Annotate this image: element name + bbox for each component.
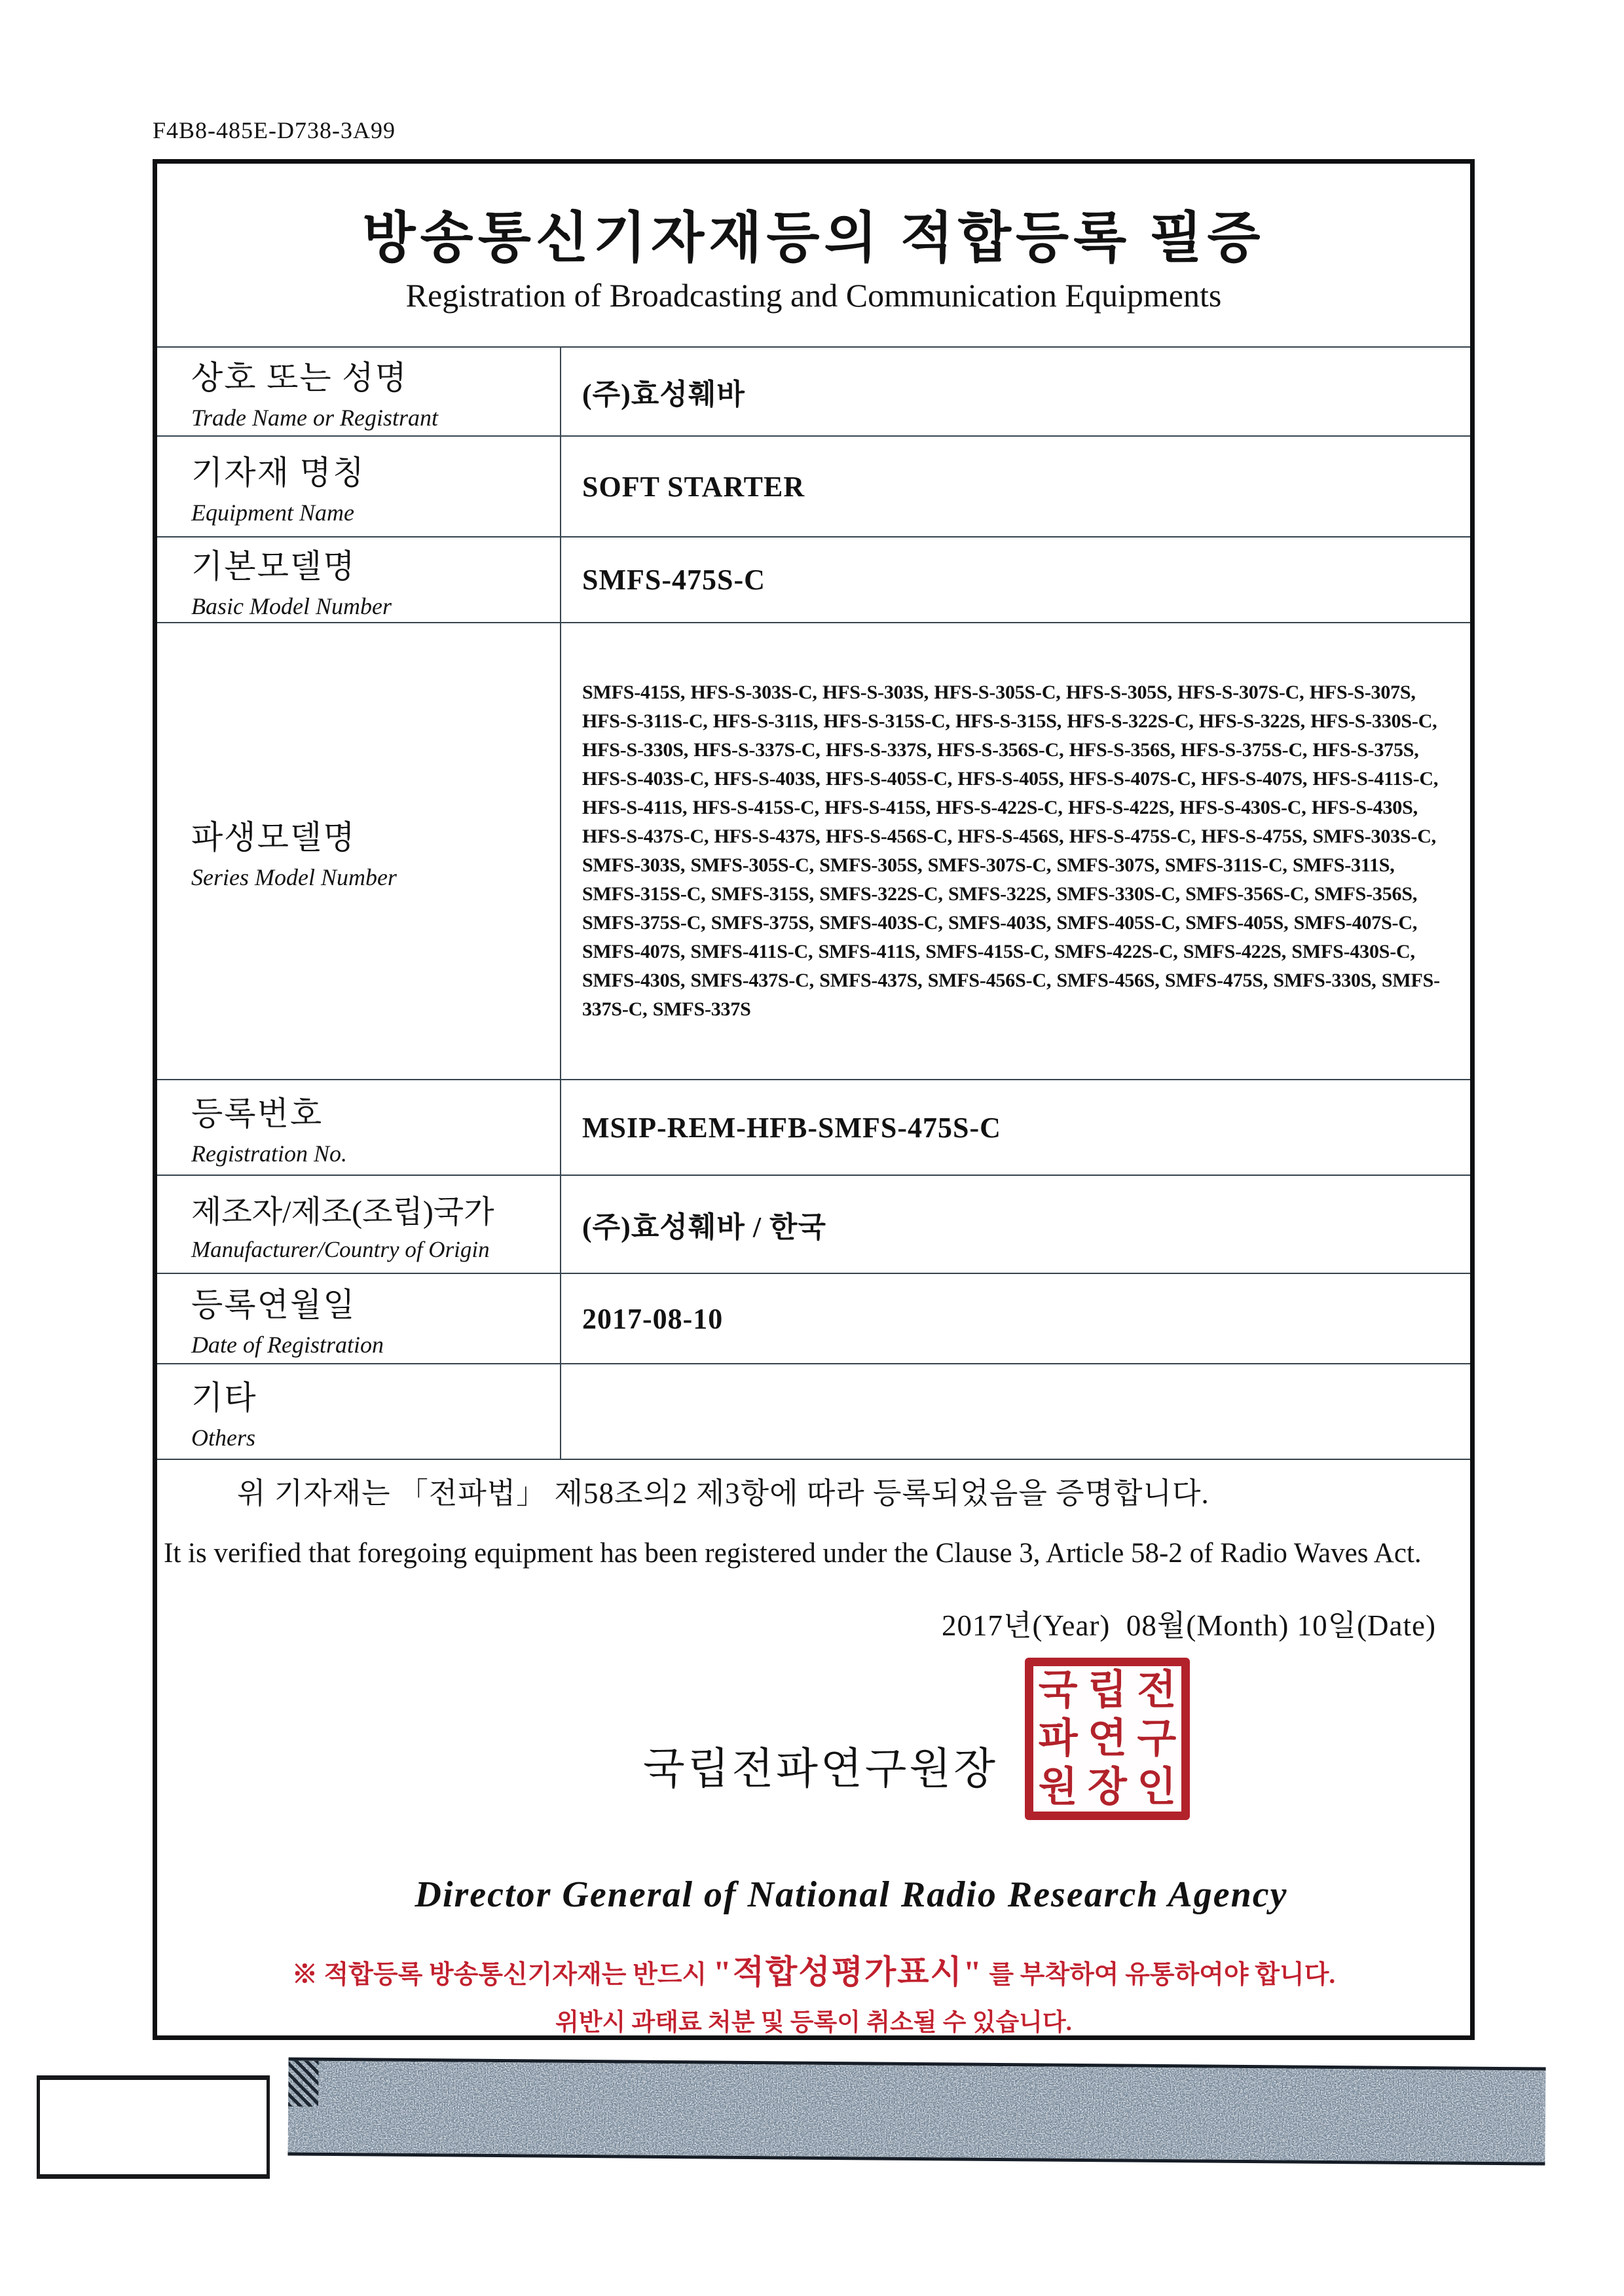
label-korean: 제조자/제조(조립)국가 [191, 1194, 494, 1230]
label-korean: 기타 [191, 1379, 257, 1416]
basic-model-value: SMFS-475S-C [582, 564, 766, 596]
signer-title-korean: 국립전파연구원장 [643, 1745, 999, 1793]
table-row-others [157, 1363, 1470, 1460]
label-english: Trade Name or Registrant [191, 405, 439, 431]
table-row-trade-name [157, 346, 1470, 435]
row-value-cell [561, 348, 1470, 435]
series-models-value: SMFS-415S, HFS-S-303S-C, HFS-S-303S, HFS-S-305S-C, HFS-S-305S, HFS-S-307S-C, HFS-S-307S, HFS-S-311S-C, HFS-S-311S, HFS-S-315S-C, HFS-S-315S, HFS-S-322S-C, HFS-S-322S, HFS-S-330S-C, HFS-S-330S, HFS-S-337S-C, HFS-S-337S, HFS-S-356S-C, HFS-S-356S, HFS-S-375S-C, HFS-S-375S, HFS-S-403S-C, HFS-S-403S, HFS-S-405S-C, HFS-S-405S, HFS-S-407S-C, HFS-S-407S, HFS-S-411S-C, HFS-S-411S, HFS-S-415S-C, HFS-S-415S, HFS-S-422S-C, HFS-S-422S, HFS-S-430S-C, HFS-S-430S, HFS-S-437S-C, HFS-S-437S, HFS-S-456S-C, HFS-S-456S, HFS-S-475S-C, HFS-S-475S, SMFS-303S-C, SMFS-303S, SMFS-305S-C, SMFS-305S, SMFS-307S-C, SMFS-307S, SMFS-311S-C, SMFS-311S, SMFS-315S-C, SMFS-315S, SMFS-322S-C, SMFS-322S, SMFS-330S-C, SMFS-356S-C, SMFS-356S, SMFS-375S-C, SMFS-375S, SMFS-403S-C, SMFS-403S, SMFS-405S-C, SMFS-405S, SMFS-407S-C, SMFS-407S, SMFS-411S-C, SMFS-411S, SMFS-415S-C, SMFS-422S-C, SMFS-422S, SMFS-430S-C, SMFS-430S, SMFS-437S-C, SMFS-437S, SMFS-456S-C, SMFS-456S, SMFS-475S, SMFS-330S, SMFS-337S-C, SMFS-337S [582, 682, 1440, 1020]
row-label [157, 437, 561, 536]
row-value-cell [561, 1080, 1470, 1175]
issue-date: 2017년(Year) 08월(Month) 10일(Date) [942, 1609, 1436, 1642]
registration-date-value: 2017-08-10 [582, 1302, 724, 1335]
certificate-table [157, 346, 1470, 1460]
equipment-name-value: SOFT STARTER [582, 470, 805, 503]
row-label [157, 1274, 561, 1363]
manufacturer-value: (주)효성훼바 / 한국 [582, 1211, 827, 1243]
row-label [157, 1364, 561, 1459]
footnote-line1: ※ 적합등록 방송통신기자재는 반드시 "적합성평가표시" 를 부착하여 유통하여야 합니다. [291, 1954, 1336, 1990]
seal-char: 파 [1038, 1717, 1078, 1761]
certificate-frame [153, 159, 1475, 2040]
footnote-line2: 위반시 과태료 처분 및 등록이 취소될 수 있습니다. [555, 2009, 1072, 2036]
label-korean: 기자재 명칭 [191, 454, 365, 491]
row-value-cell [561, 1364, 1470, 1459]
document-id: F4B8-485E-D738-3A99 [153, 117, 396, 143]
seal-char: 원 [1038, 1765, 1078, 1810]
label-korean: 등록연월일 [191, 1286, 356, 1323]
table-row-series-models [157, 622, 1470, 1079]
certificate-title-english: Registration of Broadcasting and Communication Equipments [405, 277, 1222, 314]
label-english: Others [191, 1425, 255, 1451]
row-label [157, 1080, 561, 1175]
seal-char: 구 [1137, 1717, 1177, 1761]
label-english: Series Model Number [191, 864, 397, 890]
statement-english: It is verified that foregoing equipment has been registered under the Clause 3, Article 58-2 of Radio Waves Act. [164, 1538, 1422, 1569]
bottom-empty-box [37, 2075, 270, 2179]
table-row-registration-date [157, 1273, 1470, 1363]
row-label [157, 348, 561, 435]
table-row-registration-no [157, 1079, 1470, 1175]
label-english: Date of Registration [191, 1332, 384, 1358]
row-value-cell [561, 538, 1470, 622]
row-value-cell [561, 437, 1470, 536]
table-row-basic-model [157, 536, 1470, 622]
row-label [157, 538, 561, 622]
official-seal [1025, 1658, 1190, 1820]
label-korean: 등록번호 [191, 1095, 323, 1132]
seal-char: 연 [1088, 1717, 1127, 1761]
footnote-highlight: "적합성평가표시" [712, 1954, 983, 1990]
row-value-cell [561, 623, 1470, 1079]
seal-char: 립 [1088, 1668, 1127, 1713]
label-korean: 파생모델명 [191, 819, 356, 856]
seal-char: 국 [1038, 1668, 1078, 1713]
label-english: Manufacturer/Country of Origin [191, 1236, 490, 1262]
certificate-title-korean: 방송통신기자재등의 적합등록 필증 [362, 208, 1265, 269]
row-value-cell [561, 1274, 1470, 1363]
statement-korean: 위 기자재는 「전파법」 제58조의2 제3항에 따라 등록되었음을 증명합니다. [237, 1477, 1209, 1510]
registration-no-value: MSIP-REM-HFB-SMFS-475S-C [582, 1111, 1001, 1144]
label-korean: 기본모델명 [191, 547, 356, 585]
seal-char: 장 [1088, 1765, 1127, 1810]
trade-name-value: (주)효성훼바 [582, 378, 745, 410]
strip-edge-hatch [288, 2060, 319, 2106]
seal-char: 전 [1137, 1668, 1177, 1713]
verification-statement [164, 1470, 1464, 1581]
row-value-cell [561, 1176, 1470, 1273]
label-korean: 상호 또는 성명 [191, 359, 408, 396]
label-english: Basic Model Number [191, 592, 392, 619]
table-row-manufacturer [157, 1175, 1470, 1273]
row-label [157, 623, 561, 1079]
signer-title-english: Director General of National Radio Research Agency [415, 1874, 1288, 1915]
row-label [157, 1176, 561, 1273]
table-row-equipment-name [157, 435, 1470, 536]
label-english: Registration No. [191, 1140, 348, 1167]
label-english: Equipment Name [191, 500, 354, 526]
seal-char: 인 [1137, 1765, 1177, 1810]
noise-texture [287, 2060, 1545, 2162]
compliance-footnote [157, 1946, 1470, 2037]
scan-noise-strip [287, 2057, 1545, 2165]
